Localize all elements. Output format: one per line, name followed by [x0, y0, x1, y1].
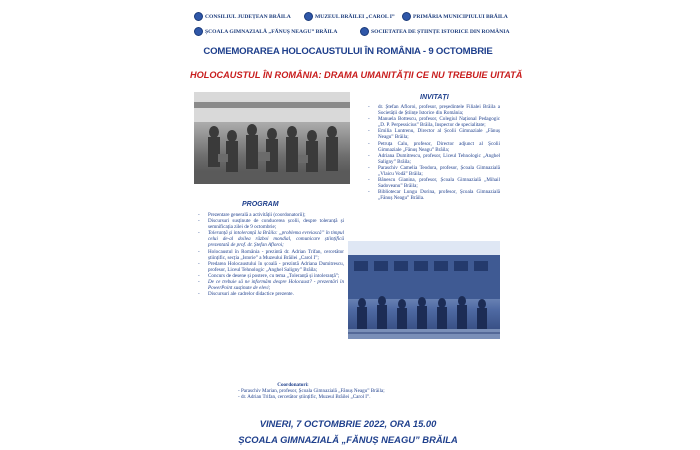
coordonatori-block — [238, 382, 498, 401]
logo-societate-label: SOCIETATEA DE ȘTIINȚE ISTORICE DIN ROMÂNIA — [371, 28, 510, 35]
logo-societate — [360, 27, 509, 36]
list-item: - De ce trebuie să ne informăm despre Holocaust? - prezentări în PowerPoint susținute de elevi; — [198, 279, 344, 292]
list-item: - Manuela Bottescu, profesor, Colegiul Național Pedagogic „D. P. Perpessicius” Brăila, Inspector de specialitate; — [368, 116, 500, 129]
logo-primarie — [402, 12, 508, 21]
event-location: ȘCOALA GIMNAZIALĂ „FĂNUȘ NEAGU” BRĂILA — [238, 434, 458, 445]
crest-icon — [194, 12, 203, 21]
list-item: - Concurs de desene și postere, cu tema „Toleranță și intoleranță”; — [198, 272, 340, 279]
list-item: - Predarea Holocaustului în școală - prezintă Adriana Dumitrescu, profesor, Liceul Tehnologic „Anghel Saligny” Brăila; — [198, 260, 344, 273]
coordonator-item: - Paraschiv Marian, profesor, Școala Gimnazială „Fănuș Neagu” Brăila; — [238, 388, 385, 395]
page-subtitle: HOLOCAUSTUL ÎN ROMÂNIA: DRAMA UMANITĂȚII CE NU TREBUIE UITATĂ — [190, 70, 523, 80]
page-title: COMEMORAREA HOLOCAUSTULUI ÎN ROMÂNIA - 9 OCTOMBRIE — [203, 46, 493, 57]
list-item: - Adriana Dumitrescu, profesor, Liceul Tehnologic „Anghel Saligny” Brăila; — [368, 152, 500, 165]
school-icon — [194, 27, 203, 36]
program-heading: PROGRAM — [242, 201, 279, 208]
coordonatori-heading: Coordonatori: — [277, 382, 309, 388]
crowd-illustration — [194, 92, 350, 184]
list-item: - Discursuri susținute de conducerea școlii, despre toleranță și semnificația zilei de 9 octombrie; — [198, 218, 344, 231]
logo-scoala-label: ȘCOALA GIMNAZIALĂ „FĂNUȘ NEAGU” BRĂILA — [205, 28, 338, 35]
logo-consiliu-label: CONSILIUL JUDEȚEAN BRĂILA — [205, 13, 291, 20]
list-item: - Holocaustul în România - prezintă dr. Adrian Trifan, cercetător științific, secția „Istorie” a Muzeului Brăilei „Carol I”; — [198, 248, 344, 261]
logo-muzeu-label: MUZEUL BRĂILEI „CAROL I” — [315, 13, 395, 20]
historical-photo-train — [348, 241, 500, 339]
museum-icon — [304, 12, 313, 21]
list-item: - Paraschiv Camelia Teodora, profesor, Școala Gimnazială „Vlaicu Vodă” Brăila; — [368, 164, 500, 178]
logo-consiliu-judetean — [194, 12, 291, 21]
list-item: - Bibliotecar Lungu Dorina, profesor, Școala Gimnazială „Fănuș Neagu” Brăila. — [368, 189, 500, 202]
logo-primarie-label: PRIMĂRIA MUNICIPIULUI BRĂILA — [413, 13, 508, 20]
logo-scoala — [194, 27, 337, 36]
poster — [190, 0, 523, 450]
list-item: - dr. Ștefan Afloroi, profesor, președintele Filialei Brăila a Societății de Științe Istorice din România; — [368, 104, 500, 117]
train-illustration — [348, 241, 500, 339]
crest-icon — [402, 12, 411, 21]
list-item: - Emilia Luntrenu, Director al Școlii Gimnaziale „Fănuș Neagu” Brăila; — [368, 128, 500, 141]
invitati-list — [368, 104, 500, 202]
coordonator-item: - dr. Adrian Trifan, cercetător științific, Muzeul Brăilei „Carol I”. — [238, 394, 371, 401]
list-item: - Petruța Calu, profesor, Director adjunct al Școlii Gimnaziale „Fănuș Neagu” Brăila; — [368, 140, 500, 153]
event-date: VINERI, 7 OCTOMBRIE 2022, ORA 15.00 — [259, 418, 437, 429]
list-item: - Toleranță și intoleranță la Brăila: „problema evreiască” în timpul celui de-al doilea război mondial, comunicare științifică prezentată de prof. dr. Ștefan Afloroi; — [198, 230, 344, 249]
historical-photo-crowd — [194, 92, 350, 184]
logo-muzeu — [304, 12, 395, 21]
list-item: - Bănescu Gianina, profesor, Școala Gimnazială „Mihail Sadoveanu” Brăila; — [368, 177, 500, 190]
program-list — [198, 212, 344, 297]
society-icon — [360, 27, 369, 36]
list-item: - Prezentare generală a activității (coordonatorii); — [198, 212, 306, 218]
list-item: - Discursuri ale cadrelor didactice prezente. — [198, 291, 294, 298]
invitati-heading: INVITAȚI — [420, 94, 449, 101]
